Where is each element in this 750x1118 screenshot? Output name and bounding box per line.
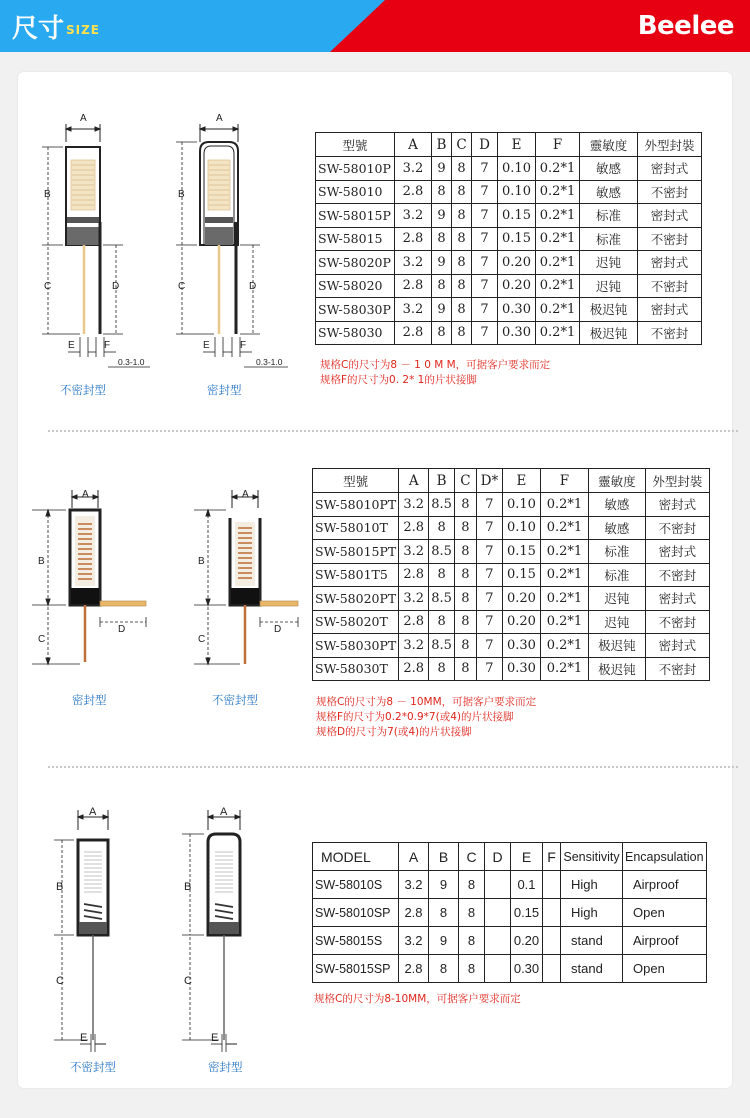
table-cell: 不密封 (638, 274, 702, 298)
dim-label-c: C (184, 975, 192, 987)
table-cell: 8 (454, 610, 476, 634)
table-cell: Open (623, 955, 707, 983)
table-cell: 0.10 (502, 516, 540, 540)
table-cell: 8 (432, 321, 452, 345)
model-cell: SW-58010S (313, 871, 399, 899)
s3-unsealed-diagram (54, 810, 108, 1052)
dim-label-f: F (240, 340, 247, 351)
col-header: B (429, 843, 459, 871)
table-cell: 0.2*1 (536, 204, 580, 228)
table-cell: 3.2 (399, 493, 429, 517)
model-cell: SW-58030 (316, 321, 395, 345)
col-header: E (511, 843, 543, 871)
table-cell: 0.2*1 (536, 321, 580, 345)
dim-label-d: D (249, 281, 257, 292)
table-cell (543, 899, 561, 927)
table-cell: 不密封 (638, 180, 702, 204)
spec-table-3 (312, 842, 707, 983)
model-cell: SW-58030T (313, 657, 399, 681)
table-cell: 密封式 (638, 157, 702, 181)
s1-unsealed-diagram (42, 124, 150, 367)
table-cell: 0.20 (502, 587, 540, 611)
table-cell: 0.15 (498, 227, 536, 251)
spec-table-2 (312, 468, 710, 681)
table-cell: 7 (472, 321, 498, 345)
note-line: 规格C的尺寸为8-10MM，可据客户要求而定 (314, 993, 521, 1005)
table-cell: 0.30 (511, 955, 543, 983)
col-header: D (472, 133, 498, 157)
table-cell: 密封式 (645, 493, 709, 517)
table-row (316, 204, 702, 228)
col-header: A (399, 469, 429, 493)
model-cell: SW-58015 (316, 227, 395, 251)
table-cell: 0.15 (498, 204, 536, 228)
dim-label-b: B (56, 881, 64, 893)
table-row (313, 493, 710, 517)
table-cell: 0.20 (502, 610, 540, 634)
table-cell: 2.8 (399, 657, 429, 681)
model-cell: SW-58010T (313, 516, 399, 540)
table-cell: 0.30 (502, 634, 540, 658)
dim-label-e: E (211, 1032, 219, 1044)
table-cell: 0.2*1 (536, 157, 580, 181)
model-cell: SW-58015P (316, 204, 395, 228)
table-cell: 7 (476, 587, 502, 611)
s2-sealed-diagram (32, 490, 146, 664)
table-cell: 7 (476, 493, 502, 517)
col-header: C (452, 133, 472, 157)
table-cell: stand (561, 955, 623, 983)
section-separator (48, 430, 738, 432)
table-cell: Airproof (623, 871, 707, 899)
table-cell: 7 (476, 610, 502, 634)
table-cell: 9 (432, 157, 452, 181)
dim-label-c: C (44, 281, 52, 292)
dim-label-a: A (220, 806, 228, 818)
table-row (316, 298, 702, 322)
table-cell (543, 871, 561, 899)
table-cell: 0.2*1 (536, 227, 580, 251)
note-line: 规格C的尺寸为8 － 10MM，可据客户要求而定 (316, 696, 537, 708)
table-header-row (313, 843, 707, 871)
col-header: C (454, 469, 476, 493)
table-cell: 0.2*1 (540, 516, 588, 540)
table-cell: 3.2 (395, 298, 432, 322)
table-cell: 标准 (580, 227, 638, 251)
table-cell: 0.2*1 (536, 274, 580, 298)
note-line: 规格C的尺寸为8 － 1 0 M M，可据客户要求而定 (320, 359, 551, 371)
table-cell: 3.2 (399, 871, 429, 899)
table-cell: stand (561, 927, 623, 955)
dim-label-c: C (198, 634, 206, 645)
table-cell: 3.2 (395, 251, 432, 275)
table-cell: 8 (452, 157, 472, 181)
table-cell: 2.8 (395, 321, 432, 345)
col-header: A (399, 843, 429, 871)
s2-notes (316, 695, 536, 740)
dim-label-gap: 0.3-1.0 (118, 357, 145, 367)
table-row (313, 540, 710, 564)
col-header: A (395, 133, 432, 157)
dim-label-b: B (44, 189, 51, 200)
table-cell: 8 (452, 227, 472, 251)
model-cell: SW-58030P (316, 298, 395, 322)
table-cell: 2.8 (395, 274, 432, 298)
dim-label-a: A (216, 113, 223, 124)
table-row (313, 955, 707, 983)
table-cell: 不密封 (645, 563, 709, 587)
table-cell: 8 (454, 493, 476, 517)
table-cell: 8 (432, 227, 452, 251)
table-cell: 0.30 (498, 321, 536, 345)
table-cell: 8 (454, 587, 476, 611)
s1-sealed-diagram (176, 124, 288, 367)
table-cell: 7 (472, 274, 498, 298)
table-cell: 7 (472, 180, 498, 204)
table-cell: 0.2*1 (536, 180, 580, 204)
table-cell: 7 (476, 634, 502, 658)
table-cell: 0.2*1 (536, 251, 580, 275)
table-cell: 8 (429, 563, 455, 587)
table-cell: 敏感 (588, 493, 645, 517)
table-row (313, 927, 707, 955)
table-cell: 0.30 (498, 298, 536, 322)
model-cell: SW-58010PT (313, 493, 399, 517)
table-cell: 迟钝 (580, 251, 638, 275)
table-cell: 8.5 (429, 540, 455, 564)
table-cell (485, 871, 511, 899)
table-cell: 2.8 (399, 610, 429, 634)
model-cell: SW-58015SP (313, 955, 399, 983)
table-cell: 8.5 (429, 634, 455, 658)
table-cell: 标准 (588, 540, 645, 564)
table-row (313, 871, 707, 899)
table-cell: 0.10 (498, 157, 536, 181)
s3-notes (314, 992, 521, 1007)
dim-label-e: E (68, 340, 75, 351)
dim-label-a: A (242, 489, 249, 500)
dim-label-a: A (89, 806, 97, 818)
table-row (313, 610, 710, 634)
table-cell: 0.20 (498, 274, 536, 298)
table-cell: 7 (476, 540, 502, 564)
table-cell: 8 (454, 634, 476, 658)
table-cell: 0.2*1 (536, 298, 580, 322)
dim-label-e: E (80, 1032, 88, 1044)
model-cell: SW-58020PT (313, 587, 399, 611)
dim-label-d: D (274, 624, 282, 635)
col-header: F (540, 469, 588, 493)
dim-label-gap: 0.3-1.0 (256, 357, 283, 367)
table-cell: 迟钝 (588, 610, 645, 634)
col-header: F (536, 133, 580, 157)
table-cell: 9 (429, 871, 459, 899)
dim-label-d: D (118, 624, 126, 635)
table-cell: 8 (454, 540, 476, 564)
table-cell: 8 (452, 251, 472, 275)
table-cell: 0.2*1 (540, 657, 588, 681)
col-header: 型號 (313, 469, 399, 493)
table-cell: 2.8 (399, 516, 429, 540)
table-cell: 0.20 (511, 927, 543, 955)
table-cell: 8 (459, 955, 485, 983)
table-cell: 8 (459, 899, 485, 927)
table-cell: 8 (454, 516, 476, 540)
table-cell: 密封式 (645, 587, 709, 611)
note-line: 规格F的尺寸为0. 2* 1的片状接脚 (320, 374, 477, 386)
table-cell: 3.2 (395, 204, 432, 228)
s1-caption-sealed: 密封型 (207, 383, 242, 397)
table-row (313, 516, 710, 540)
table-cell: 0.15 (511, 899, 543, 927)
table-cell: 0.2*1 (540, 610, 588, 634)
table-cell: 3.2 (399, 927, 429, 955)
table-cell: 8.5 (429, 493, 455, 517)
table-cell: 迟钝 (588, 587, 645, 611)
table-cell: 9 (429, 927, 459, 955)
table-cell: 敏感 (588, 516, 645, 540)
table-cell: 3.2 (399, 634, 429, 658)
table-cell: 8 (454, 657, 476, 681)
table-cell: 7 (472, 251, 498, 275)
table-cell: 0.30 (502, 657, 540, 681)
table-cell: 2.8 (395, 180, 432, 204)
table-cell: 0.10 (502, 493, 540, 517)
table-cell: 9 (432, 204, 452, 228)
table-row (316, 251, 702, 275)
table-cell: 标准 (580, 204, 638, 228)
table-row (316, 180, 702, 204)
col-header: D* (476, 469, 502, 493)
col-header: Encapsulation (623, 843, 707, 871)
page-header (0, 0, 750, 52)
table-row (316, 321, 702, 345)
table-row (316, 157, 702, 181)
col-header: 型號 (316, 133, 395, 157)
table-cell: 极迟钝 (588, 634, 645, 658)
table-cell: 标准 (588, 563, 645, 587)
table-cell: 8 (452, 321, 472, 345)
col-header: C (459, 843, 485, 871)
table-cell: 2.8 (399, 955, 429, 983)
table-cell: 不密封 (638, 321, 702, 345)
table-cell: 8 (452, 180, 472, 204)
dim-label-c: C (38, 634, 46, 645)
table-cell: 0.20 (498, 251, 536, 275)
s2-unsealed-diagram (194, 490, 298, 664)
s2-caption-sealed: 密封型 (72, 693, 107, 707)
table-cell: 敏感 (580, 180, 638, 204)
model-cell: SW-58010P (316, 157, 395, 181)
model-cell: SW-58010SP (313, 899, 399, 927)
table-cell: 极迟钝 (588, 657, 645, 681)
dim-label-a: A (82, 489, 89, 500)
table-cell: 0.2*1 (540, 540, 588, 564)
model-cell: SW-58010 (316, 180, 395, 204)
table-cell (543, 927, 561, 955)
col-header: E (502, 469, 540, 493)
table-row (313, 899, 707, 927)
table-cell: 密封式 (645, 634, 709, 658)
table-cell: 0.2*1 (540, 493, 588, 517)
col-header: MODEL (313, 843, 399, 871)
col-header: 靈敏度 (580, 133, 638, 157)
col-header: B (432, 133, 452, 157)
s3-caption-unsealed: 不密封型 (70, 1060, 116, 1074)
table-row (313, 634, 710, 658)
table-cell: 7 (472, 204, 498, 228)
table-cell: 8 (452, 298, 472, 322)
table-row (313, 563, 710, 587)
s2-caption-unsealed: 不密封型 (212, 693, 258, 707)
dim-label-d: D (112, 281, 120, 292)
table-cell: 不密封 (645, 610, 709, 634)
table-cell: 0.15 (502, 540, 540, 564)
note-line: 规格F的尺寸为0.2*0.9*7(或4)的片状接脚 (316, 711, 514, 723)
table-row (316, 274, 702, 298)
table-cell: 7 (472, 227, 498, 251)
s3-sealed-diagram (182, 810, 240, 1052)
table-cell: 不密封 (638, 227, 702, 251)
model-cell: SW-58015S (313, 927, 399, 955)
table-cell: 8 (452, 274, 472, 298)
col-header: D (485, 843, 511, 871)
table-header-row (313, 469, 710, 493)
table-cell: 7 (476, 657, 502, 681)
table-cell: 8.5 (429, 587, 455, 611)
dim-label-f: F (104, 340, 111, 351)
col-header: Sensitivity (561, 843, 623, 871)
col-header: 靈敏度 (588, 469, 645, 493)
table-header-row (316, 133, 702, 157)
table-row (316, 227, 702, 251)
table-cell: 8 (454, 563, 476, 587)
table-cell (485, 955, 511, 983)
table-cell: Open (623, 899, 707, 927)
table-row (313, 587, 710, 611)
table-cell: 不密封 (645, 516, 709, 540)
table-cell: 8 (429, 955, 459, 983)
table-cell: 7 (472, 157, 498, 181)
table-cell: 8 (452, 204, 472, 228)
table-cell: 2.8 (399, 899, 429, 927)
dim-label-e: E (203, 340, 210, 351)
table-cell: 3.2 (395, 157, 432, 181)
note-line: 规格D的尺寸为7(或4)的片状接脚 (316, 726, 472, 738)
model-cell: SW-58020 (316, 274, 395, 298)
table-cell: 不密封 (645, 657, 709, 681)
table-cell (543, 955, 561, 983)
table-cell: 2.8 (395, 227, 432, 251)
table-cell: Airproof (623, 927, 707, 955)
table-cell: 0.2*1 (540, 587, 588, 611)
s1-notes (320, 358, 550, 388)
table-cell: 8 (432, 274, 452, 298)
table-cell: High (561, 899, 623, 927)
brand-logo: Beelee (637, 11, 734, 41)
dim-label-c: C (178, 281, 186, 292)
col-header: B (429, 469, 455, 493)
table-cell: 0.2*1 (540, 563, 588, 587)
table-cell: 8 (432, 180, 452, 204)
table-cell: 0.15 (502, 563, 540, 587)
section-separator (48, 766, 738, 768)
table-cell: 8 (429, 610, 455, 634)
table-cell: 密封式 (638, 298, 702, 322)
table-cell: 8 (429, 899, 459, 927)
model-cell: SW-58015PT (313, 540, 399, 564)
model-cell: SW-58020P (316, 251, 395, 275)
s3-caption-sealed: 密封型 (208, 1060, 243, 1074)
table-cell: 7 (476, 516, 502, 540)
col-header: F (543, 843, 561, 871)
table-cell: 3.2 (399, 587, 429, 611)
spec-table-1 (315, 132, 702, 345)
table-cell: 迟钝 (580, 274, 638, 298)
dim-label-b: B (184, 881, 192, 893)
dim-label-c: C (56, 975, 64, 987)
dim-label-a: A (80, 113, 87, 124)
content-card (18, 72, 732, 1088)
table-cell: 7 (476, 563, 502, 587)
table-cell: High (561, 871, 623, 899)
col-header: 外型封裝 (645, 469, 709, 493)
table-cell (485, 927, 511, 955)
table-cell: 8 (429, 657, 455, 681)
model-cell: SW-5801T5 (313, 563, 399, 587)
table-cell: 敏感 (580, 157, 638, 181)
table-cell: 0.10 (498, 180, 536, 204)
col-header: E (498, 133, 536, 157)
dim-label-b: B (178, 189, 185, 200)
table-cell: 8 (459, 927, 485, 955)
table-cell: 3.2 (399, 540, 429, 564)
table-cell: 8 (429, 516, 455, 540)
table-cell: 密封式 (638, 204, 702, 228)
col-header: 外型封裝 (638, 133, 702, 157)
model-cell: SW-58020T (313, 610, 399, 634)
header-title: 尺寸 (12, 14, 65, 44)
table-cell: 8 (459, 871, 485, 899)
table-cell: 极迟钝 (580, 298, 638, 322)
table-cell: 极迟钝 (580, 321, 638, 345)
table-row (313, 657, 710, 681)
table-cell: 密封式 (645, 540, 709, 564)
table-cell: 9 (432, 251, 452, 275)
dim-label-b: B (198, 556, 205, 567)
table-cell: 密封式 (638, 251, 702, 275)
s1-caption-unsealed: 不密封型 (60, 383, 106, 397)
table-cell: 9 (432, 298, 452, 322)
model-cell: SW-58030PT (313, 634, 399, 658)
table-cell (485, 899, 511, 927)
table-cell: 2.8 (399, 563, 429, 587)
table-cell: 7 (472, 298, 498, 322)
header-subtitle: SIZE (66, 23, 101, 37)
table-cell: 0.1 (511, 871, 543, 899)
table-cell: 0.2*1 (540, 634, 588, 658)
dim-label-b: B (38, 556, 45, 567)
